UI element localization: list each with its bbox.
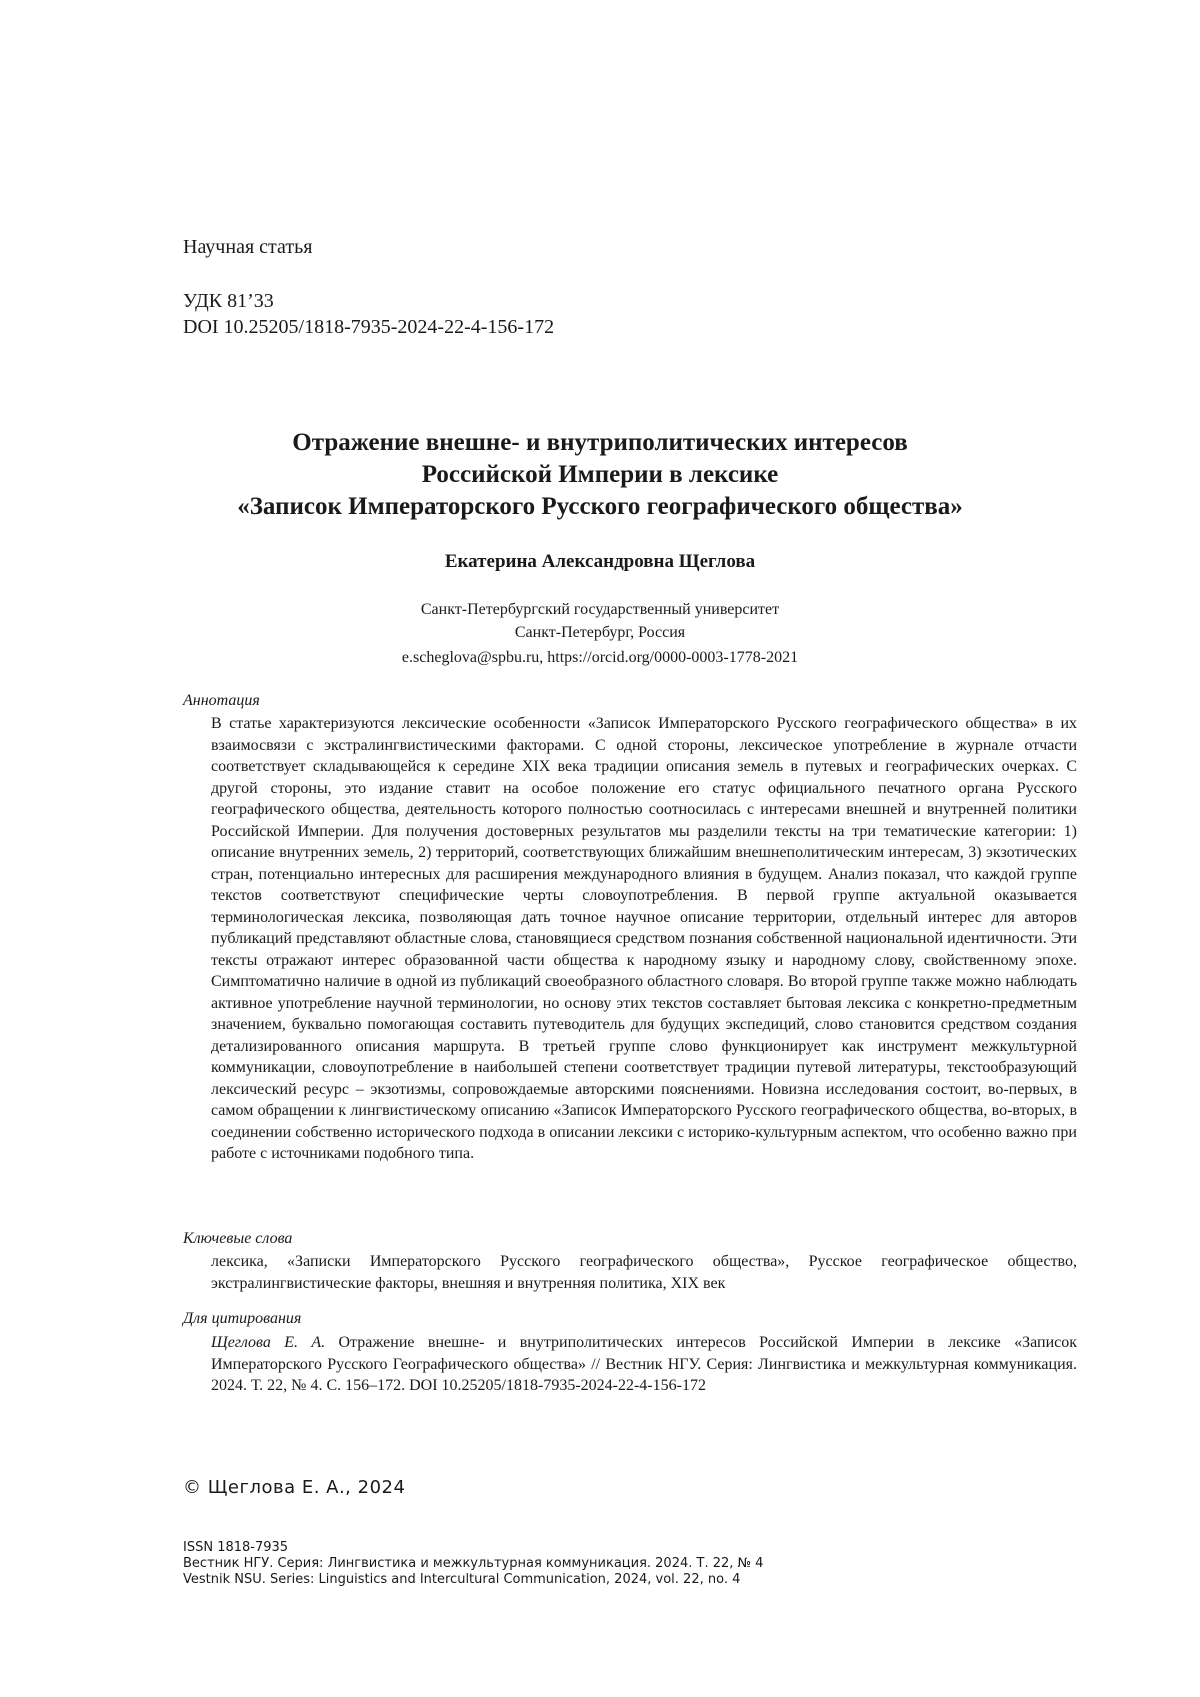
citation-author: Щеглова Е. А. [211, 1334, 325, 1351]
journal-footer [183, 1540, 763, 1588]
article-type: Научная статья [183, 236, 312, 259]
doi[interactable]: DOI 10.25205/1818-7935-2024-22-4-156-172 [183, 316, 554, 339]
footer-journal-ru: Вестник НГУ. Серия: Лингвистика и межкультурная коммуникация. 2024. Т. 22, № 4 [183, 1556, 763, 1572]
author-contacts[interactable]: e.scheglova@spbu.ru, https://orcid.org/0000-0003-1778-2021 [150, 649, 1050, 667]
citation-body: Отражение внешне- и внутриполитических интересов Российской Империи в лексике «Записок Императорского Русского Географического общества» // Вестник НГУ. Серия: Лингвистика и межкультурная коммуникация. 2024. Т. 22, № 4. С. 156–172. DOI 10.25205/1818-7935-2024-22-4-156-172 [211, 1334, 1077, 1394]
citation-text [211, 1332, 1077, 1397]
keywords-text: лексика, «Записки Императорского Русского географического общества», Русское географическое общество, экстралингвистические факторы, внешняя и внутренняя политика, XIX век [211, 1251, 1077, 1294]
title-line-1: Отражение внешне- и внутриполитических интересов [150, 427, 1050, 459]
footer-journal-en: Vestnik NSU. Series: Linguistics and Intercultural Communication, 2024, vol. 22, no. 4 [183, 1572, 763, 1588]
title-line-2: Российской Империи в лексике [150, 459, 1050, 491]
abstract-label: Аннотация [183, 692, 260, 710]
copyright: © Щеглова Е. А., 2024 [183, 1477, 405, 1498]
abstract-text: В статье характеризуются лексические особенности «Записок Императорского Русского географического общества» в их взаимосвязи с экстралингвистическими факторами. С одной стороны, лексическое употребление в журнале отчасти соответствует складывающейся к середине XIX века традиции описания земель в путевых и географических очерках. С другой стороны, это издание ставит на особое положение его статус официального печатного органа Русского географического общества, деятельность которого полностью соотносилась с интересами внешней и внутренней политики Российской Империи. Для получения достоверных результатов мы разделили тексты на три тематические категории: 1) описание внутренних земель, 2) территорий, соответствующих ближайшим внешнеполитическим интересам, 3) экзотических стран, потенциально интересных для расширения международного влияния в будущем. Анализ показал, что каждой группе текстов соответствуют специфические черты словоупотребления. В первой группе актуальной оказывается терминологическая лексика, позволяющая дать точное научное описание территории, отдельный интерес для авторов публикаций представляют областные слова, становящиеся средством познания собственной национальной идентичности. Эти тексты отражают интерес образованной части общества к народному языку и народному слову, свойственному эпохе. Симптоматично наличие в одной из публикаций своеобразного областного словаря. Во второй группе также можно наблюдать активное употребление научной терминологии, но основу этих текстов составляет бытовая лексика с конкретно-предметным значением, буквально помогающая составить путеводитель для будущих экспедиций, слово становится средством создания детализированного описания маршрута. В третьей группе слово функционирует как инструмент межкультурной коммуникации, словоупотребление в наибольшей степени соответствует традиции путевой литературы, текстообразующий лексический ресурс – экзотизмы, сопровождаемые авторскими пояснениями. Новизна исследования состоит, во-первых, в самом обращении к лингвистическому описанию «Записок Императорского Русского географического общества, во-вторых, в соединении собственно исторического подхода в описании лексики с историко-культурным аспектом, что особенно важно при работе с источниками подобного типа. [211, 713, 1077, 1165]
article-title [150, 427, 1050, 523]
citation-label: Для цитирования [183, 1310, 301, 1328]
author-name: Екатерина Александровна Щеглова [150, 551, 1050, 573]
author-affiliation [150, 598, 1050, 644]
footer-issn: ISSN 1818-7935 [183, 1540, 763, 1556]
affiliation-name: Санкт-Петербургский государственный университет [150, 598, 1050, 621]
udk-code: УДК 81’33 [183, 290, 274, 313]
title-line-3: «Записок Императорского Русского географического общества» [150, 491, 1050, 523]
keywords-label: Ключевые слова [183, 1230, 292, 1248]
affiliation-location: Санкт-Петербург, Россия [150, 621, 1050, 644]
